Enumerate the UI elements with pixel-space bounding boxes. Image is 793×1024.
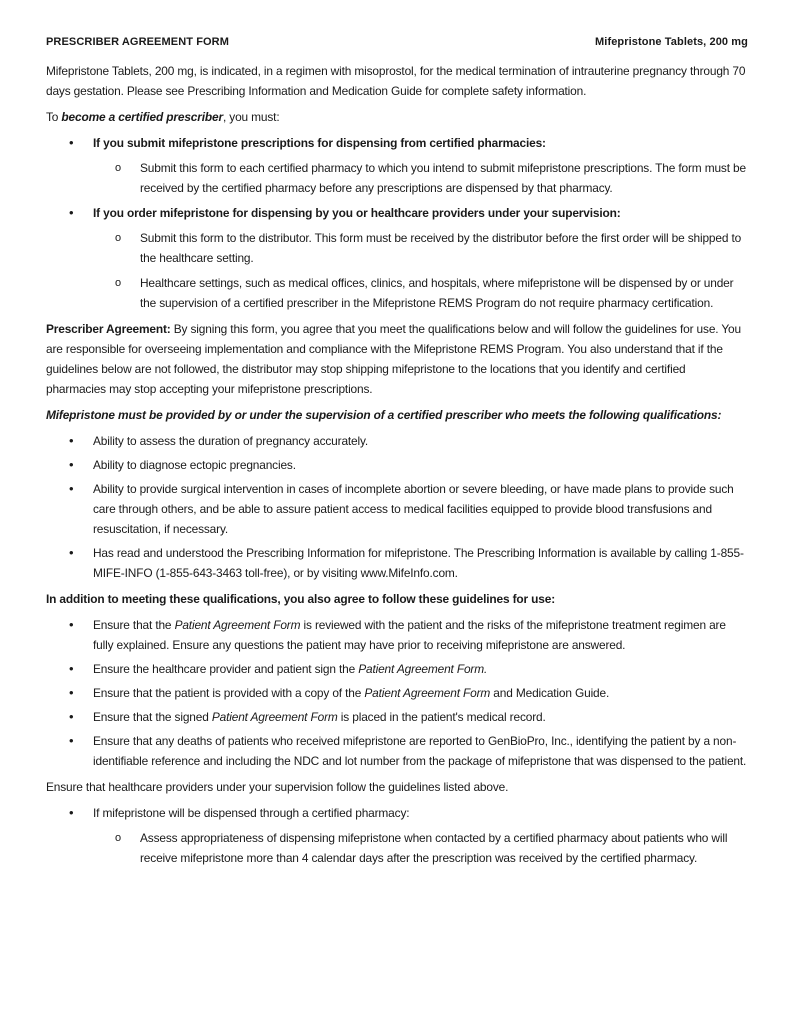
guideline-item: • Ensure the healthcare provider and patient sign the Patient Agreement Form. bbox=[46, 659, 748, 679]
guideline-item: • Ensure that the patient is provided with a copy of the Patient Agreement Form and Medication Guide. bbox=[46, 683, 748, 703]
patient-agreement-form-ref: Patient Agreement Form bbox=[174, 618, 301, 632]
become-certified-line: To become a certified prescriber, you must: bbox=[46, 110, 280, 124]
dispensing-subitem: o Assess appropriateness of dispensing mifepristone when contacted by a certified pharmacy about patients who will receive mifepristone more than 4 calendar days after the prescription was received by the certified pharmacy. bbox=[93, 828, 748, 868]
requirement-subitem: o Healthcare settings, such as medical offices, clinics, and hospitals, where mifepristone will be dispensed by or under the supervision of a certified prescriber in the Mifepristone REMS Program do not require pharmacy certification. bbox=[93, 273, 748, 313]
dispensing-item: • If mifepristone will be dispensed through a certified pharmacy: o Assess appropriateness of dispensing mifepristone when contacted by a certified pharmacy about patients who will receive mifepristone more than 4 calendar days after the prescription was received by the certified pharmacy. bbox=[46, 803, 748, 868]
qualification-item: • Ability to provide surgical intervention in cases of incomplete abortion or severe bleeding, or have made plans to provide such care through others, and be able to assure patient access to medical facilities equipped to provide blood transfusions and resuscitation, if necessary. bbox=[46, 479, 748, 539]
qualification-item: • Ability to diagnose ectopic pregnancies. bbox=[46, 455, 748, 475]
patient-agreement-form-ref: Patient Agreement Form bbox=[211, 710, 338, 724]
requirement-heading: If you submit mifepristone prescriptions for dispensing from certified pharmacies: bbox=[93, 136, 546, 150]
qualification-item: • Has read and understood the Prescribing Information for mifepristone. The Prescribing Information is available by calling 1-855-MIFE-INFO (1-855-643-3463 toll-free), or by visiting www.MifeInfo.com. bbox=[46, 543, 748, 583]
requirement-sublist bbox=[93, 228, 748, 313]
dispensing-list bbox=[46, 803, 748, 868]
guidelines-list bbox=[46, 615, 748, 771]
guideline-item: • Ensure that any deaths of patients who received mifepristone are reported to GenBioPro, Inc., identifying the patient by a non-identifiable reference and including the NDC and lot number from the package of mifepristone that was dispensed to the patient. bbox=[46, 731, 748, 771]
prescriber-agreement-paragraph bbox=[46, 319, 748, 399]
dispensing-sublist bbox=[93, 828, 748, 868]
requirement-item bbox=[46, 203, 748, 313]
guidelines-heading: In addition to meeting these qualifications, you also agree to follow these guidelines for use: bbox=[46, 592, 556, 606]
requirement-item bbox=[46, 133, 748, 198]
supervision-paragraph: Ensure that healthcare providers under your supervision follow the guidelines listed above. bbox=[46, 780, 509, 794]
product-name: Mifepristone Tablets, 200 mg bbox=[595, 36, 748, 48]
intro-paragraph: Mifepristone Tablets, 200 mg, is indicated, in a regimen with misoprostol, for the medical termination of intrauterine pregnancy through 70 days gestation. Please see Prescribing Information and Medication Guide for complete safety information. bbox=[46, 64, 746, 98]
qualification-item: • Ability to assess the duration of pregnancy accurately. bbox=[46, 431, 748, 451]
requirement-heading: If you order mifepristone for dispensing by you or healthcare providers under your supervision: bbox=[93, 206, 621, 220]
requirements-list bbox=[46, 133, 748, 313]
patient-agreement-form-ref: Patient Agreement Form bbox=[364, 686, 491, 700]
requirement-sublist bbox=[93, 158, 748, 198]
qualifications-heading: Mifepristone must be provided by or under the supervision of a certified prescriber who meets the following qualifications: bbox=[46, 408, 722, 422]
agreement-text: By signing this form, you agree that you meet the qualifications below and will follow the guidelines for use. You are responsible for overseeing implementation and compliance with the Mifepristone REMS Program. You also understand that if the guidelines below are not followed, the distributor may stop shipping mifepristone to the locations that you identify and certified pharmacies may stop accepting your mifepristone prescriptions. bbox=[46, 322, 741, 396]
agreement-label: Prescriber Agreement: bbox=[46, 322, 171, 336]
page-header bbox=[46, 36, 748, 48]
patient-agreement-form-ref: Patient Agreement Form. bbox=[358, 662, 488, 676]
guideline-item: • Ensure that the Patient Agreement Form is reviewed with the patient and the risks of the mifepristone treatment regimen are fully explained. Ensure any questions the patient may have prior to receiving mifepristone are answered. bbox=[46, 615, 748, 655]
requirement-subitem: o Submit this form to each certified pharmacy to which you intend to submit mifepristone prescriptions. The form must be received by the certified pharmacy before any prescriptions are dispensed by that pharmacy. bbox=[93, 158, 748, 198]
requirement-subitem: o Submit this form to the distributor. This form must be received by the distributor before the first order will be shipped to the healthcare setting. bbox=[93, 228, 748, 268]
qualifications-list bbox=[46, 431, 748, 583]
document-page bbox=[46, 36, 748, 874]
become-certified-emphasis: become a certified prescriber bbox=[61, 110, 223, 124]
form-title: PRESCRIBER AGREEMENT FORM bbox=[46, 36, 229, 48]
guideline-item: • Ensure that the signed Patient Agreement Form is placed in the patient's medical record. bbox=[46, 707, 748, 727]
